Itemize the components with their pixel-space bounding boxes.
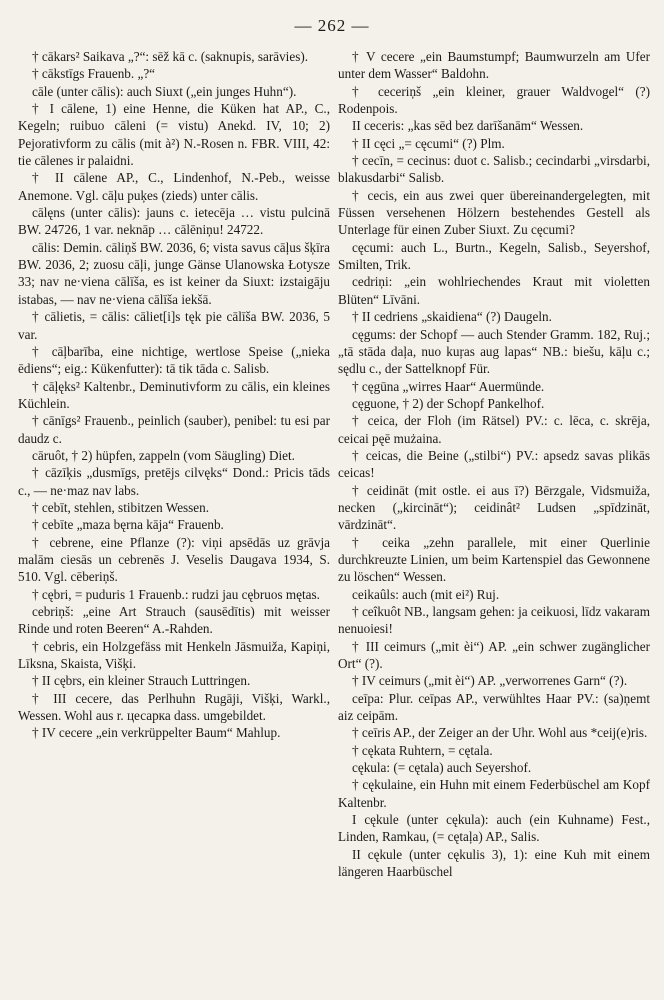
- dictionary-entry: † cebīte „maza bęrna kāja“ Frauenb.: [32, 517, 224, 533]
- dictionary-entry: † cecīn, = cecinus: duot c. Salisb.; cecindarbi „virsdarbi, blakusdarbi“ Salisb.: [338, 153, 650, 186]
- dictionary-entry: † cękata Ruhtern, = cętala.: [352, 742, 493, 758]
- dictionary-entry: † IV cecere „ein verkrüppelter Baum“ Mahlup.: [32, 725, 281, 741]
- dictionary-entry: † cękulaine, ein Huhn mit einem Federbüschel am Kopf Kaltenbr.: [338, 777, 650, 810]
- dictionary-entry: cęcumi: auch L., Burtn., Kegeln, Salisb., Seyershof, Smilten, Trik.: [338, 239, 650, 273]
- dictionary-entry: † ceicas, die Beine („stilbi“) PV.: apsedz savas plikās ceicas!: [338, 447, 650, 481]
- dictionary-entry: † cebrene, eine Pflanze (?): viņi apsēdās uz grāvja malām ciesās un cebrenēs J. Veselis Daugava 1934, S. 510. Vgl. cēberiņš.: [18, 534, 330, 585]
- dictionary-entry: † II cedriens „skaidiena“ (?) Daugeln.: [352, 309, 552, 325]
- dictionary-entry: † cākstīgs Frauenb. „?“: [32, 66, 156, 82]
- dictionary-entry: cāruôt, † 2) hüpfen, zappeln (vom Säugling) Diet.: [32, 447, 295, 463]
- dictionary-entry: † V cecere „ein Baumstumpf; Baumwurzeln am Ufer unter dem Wasser“ Baldohn.: [338, 49, 650, 82]
- dictionary-entry: † cecis, ein aus zwei quer übereinandergelegten, mit Füssen versehenen Hölzern bestehendes Gestell als Unterlage für einen Zuber Siuxt. Zu cęcumi?: [338, 187, 650, 238]
- dictionary-entry: † IV ceimurs („mit èi“) AP. „verworrenes Garn“ (?).: [352, 673, 628, 689]
- dictionary-entry: † cāļęks² Kaltenbr., Deminutivform zu cālis, ein kleines Küchlein.: [18, 378, 330, 411]
- dictionary-entry: † I cālene, 1) eine Henne, die Küken hat AP., C., Kegeln; ruibuo cāleni (= vistu) Anekd. IV, 10; 2) Pejorativform zu cālis (mit à²) N.-Rosen n. FBR. VIII, 42: tie cālenes ir palaidni.: [18, 101, 330, 169]
- dictionary-entry: ceīpa: Plur. ceīpas AP., verwühltes Haar PV.: (sa)ņemt aiz ceipām.: [338, 690, 650, 724]
- dictionary-entry: † cęgūna „wirres Haar“ Auermünde.: [352, 378, 545, 394]
- dictionary-entry: † III ceimurs („mit èi“) AP. „ein schwer zugänglicher Ort“ (?).: [338, 638, 650, 672]
- dictionary-entry: † cebīt, stehlen, stibitzen Wessen.: [32, 499, 210, 515]
- left-column: [18, 48, 330, 881]
- dictionary-entry: † III cecere, das Perlhuhn Rugāji, Višķi, Warkl., Wessen. Wohl aus r. цесарка dass. umgebildet.: [18, 690, 330, 724]
- dictionary-entry: ceikaûls: auch (mit ei²) Ruj.: [352, 586, 500, 602]
- right-column: [338, 48, 650, 881]
- dictionary-entry: † cālietis, = cālis: cāliet[i]s tęk pie cālīša BW. 2036, 5 var.: [18, 309, 330, 342]
- dictionary-entry: II ceceris: „kas sēd bez darīšanām“ Wessen.: [352, 118, 584, 134]
- dictionary-entry: † II cęci „= cęcumi“ (?) Plm.: [352, 135, 505, 151]
- two-column-body: [12, 48, 652, 881]
- dictionary-entry: II cękule (unter cękulis 3), 1): eine Kuh mit einem längeren Haarbüschel: [338, 846, 650, 880]
- dictionary-entry: † ceica, der Floh (im Rätsel) PV.: c. lēca, c. skrēja, ceicai pęē mużaina.: [338, 413, 650, 446]
- dictionary-entry: † II cālene AP., C., Lindenhof, N.-Peb., weisse Anemone. Vgl. cāļu puķes (zieds) unter cālis.: [18, 170, 330, 203]
- dictionary-entry: I cękule (unter cękula): auch (ein Kuhname) Fest., Linden, Ramkau, (= cętaļa) AP., Salis.: [338, 812, 650, 845]
- dictionary-entry: cęgums: der Schopf — auch Stender Gramm. 182, Ruj.; „tā stāda daļa, nuo kuŗas aug lapas“ NB.: biešu, kāļu c.; sędlu c., der Sattelknopf Für.: [338, 326, 650, 377]
- dictionary-entry: cālis: Demin. cāliņš BW. 2036, 6; vista savus cāļus šķīra BW. 2036, 2; zuosu cāļi, junge Gänse Ulanowska Łotysze 33; nav ne·viena cālīša, es ist keiner da Siuxt: izstaigāju istabas, — nav ne·viena cālīša iekšā.: [18, 239, 330, 307]
- dictionary-entry: † ceidināt (mit ostle. ei aus ī?) Bērzgale, Vidsmuiža, necken („kircināt“); ceidinât² Ludsen „spīdzināt, vārdzināt“.: [338, 482, 650, 533]
- dictionary-entry: † cāzīķis „dusmīgs, pretējs cilvęks“ Dond.: Pricis tāds c., — ne·maz nav labs.: [18, 465, 330, 498]
- dictionary-entry: † ceika „zehn parallele, mit einer Querlinie durchkreuzte Linien, um beim Kartenspiel das Gewonnene zu löschen“ Wessen.: [338, 534, 650, 585]
- dictionary-entry: cęguone, † 2) der Schopf Pankelhof.: [352, 395, 545, 411]
- dictionary-entry: † II cębrs, ein kleiner Strauch Luttringen.: [32, 673, 251, 689]
- dictionary-entry: † cebris, ein Holzgefäss mit Henkeln Jāsmuiža, Kapiņi, Līksna, Skaista, Višķi.: [18, 638, 330, 672]
- dictionary-entry: † cāļbarība, eine nichtige, wertlose Speise („nieka ēdiens“; eig.: Kükenfutter): tā tik tāda c. Salisb.: [18, 343, 330, 377]
- dictionary-entry: † ceîkuôt NB., langsam gehen: ja ceikuosi, līdz vakaram nenuoiesi!: [338, 604, 650, 637]
- dictionary-entry: † cębri, = puduris 1 Frauenb.: rudzi jau cębruos mętas.: [32, 586, 320, 602]
- dictionary-entry: cebriņš: „eine Art Strauch (sausēdītis) mit weisser Rinde und roten Beeren“ A.-Rahden.: [18, 604, 330, 637]
- dictionary-entry: † ceceriņš „ein kleiner, grauer Waldvogel“ (?) Rodenpois.: [338, 83, 650, 117]
- dictionary-entry: † ceīris AP., der Zeiger an der Uhr. Wohl aus *ceij(e)ris.: [352, 725, 648, 741]
- dictionary-entry: cālęns (unter cālis): jauns c. ietecēja … vistu pulcinā BW. 24726, 1 var. neknāp … cālēniņu! 24722.: [18, 205, 330, 238]
- dictionary-entry: cāle (unter cālis): auch Siuxt („ein junges Huhn“).: [32, 83, 297, 99]
- page-number: — 262 —: [294, 16, 370, 35]
- dictionary-entry: † cākars² Saikava „?“: sēž kā c. (saknupis, sarāvies).: [32, 49, 309, 64]
- dictionary-entry: cękula: (= cętala) auch Seyershof.: [352, 760, 532, 776]
- dictionary-entry: cedriņi: „ein wohlriechendes Kraut mit violetten Blüten“ Līvāni.: [338, 274, 650, 307]
- dictionary-entry: † cānīgs² Frauenb., peinlich (sauber), penibel: tu esi par daudz c.: [18, 413, 330, 446]
